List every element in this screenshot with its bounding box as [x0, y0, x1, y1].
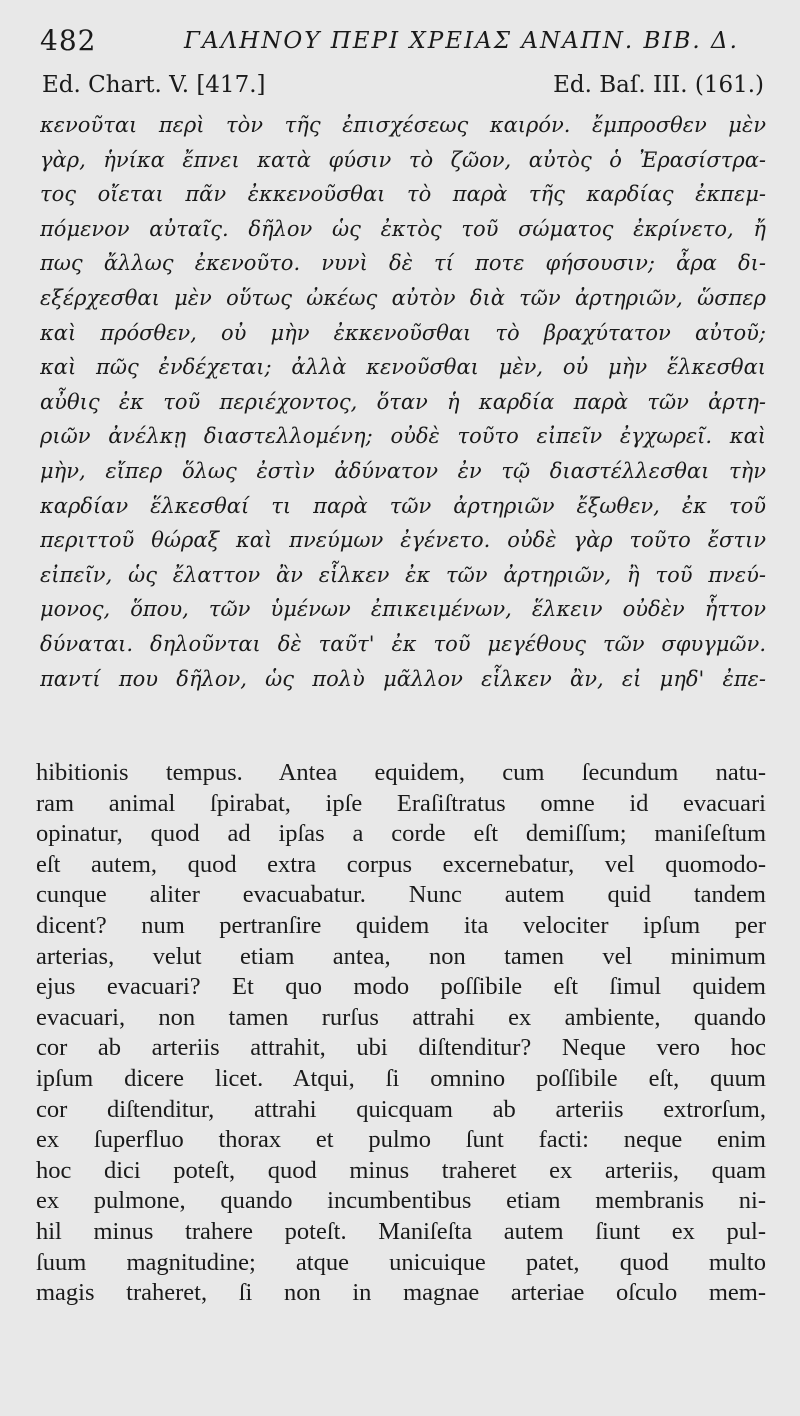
- latin-line: dicent? num pertranſire quidem ita velociter ipſum per: [36, 911, 766, 939]
- latin-line: ejus evacuari? Et quo modo poſſibile eſt ſimul quidem: [36, 973, 766, 1001]
- greek-line: πόμενον αὐταῖς. δῆλον ὡς ἐκτὸς τοῦ σώματος ἐκρίνετο, ἤ: [40, 216, 766, 241]
- latin-line: opinatur, quod ad ipſas a corde eſt demiſſum; maniſeſtum: [36, 820, 766, 848]
- latin-line: ex pulmone, quando incumbentibus etiam membranis ni-: [36, 1187, 766, 1215]
- greek-line: μὴν, εἴπερ ὅλως ἐστὶν ἀδύνατον ἐν τῷ διαστέλλεσθαι τὴν: [40, 458, 766, 483]
- greek-line: καὶ πῶς ἐνδέχεται; ἀλλὰ κενοῦσθαι μὲν, οὐ μὴν ἕλκεσθαι: [40, 355, 766, 380]
- greek-line: περιττοῦ θώραξ καὶ πνεύμων ἐγένετο. οὐδὲ γὰρ τοῦτο ἔστιν: [40, 528, 766, 553]
- running-title: ΓΑΛΗΝΟΥ ΠΕΡΙ ΧΡΕΙΑΣ ΑΝΑΠΝ. ΒΙΒ. Δ.: [184, 28, 739, 54]
- greek-line: ριῶν ἀνέλκῃ διαστελλομένη; οὐδὲ τοῦτο εἰπεῖν ἐγχωρεῖ. καὶ: [40, 424, 766, 449]
- latin-line: evacuari, non tamen rurſus attrahi ex ambiente, quando: [36, 1003, 766, 1031]
- greek-line: καὶ πρόσθεν, οὐ μὴν ἐκκενοῦσθαι τὸ βραχύτατον αὐτοῦ;: [40, 320, 766, 345]
- greek-line: παντί που δῆλον, ὡς πολὺ μᾶλλον εἷλκεν ἂν, εἰ μηδ' ἐπε-: [40, 666, 766, 691]
- greek-line: κενοῦται περὶ τὸν τῆς ἐπισχέσεως καιρόν. ἔμπροσθεν μὲν: [40, 113, 766, 137]
- greek-line: εξέρχεσθαι μὲν οὕτως ὠκέως αὐτὸν διὰ τῶν ἀρτηριῶν, ὥσπερ: [40, 285, 766, 310]
- latin-line: magis traheret, ſi non in magnae arteriae oſculo mem-: [36, 1279, 766, 1307]
- latin-line: ex ſuperfluo thorax et pulmo ſunt facti: neque enim: [36, 1126, 766, 1154]
- greek-line: αὖθις ἐκ τοῦ περιέχοντος, ὅταν ἡ καρδία παρὰ τῶν ἀρτη-: [40, 389, 766, 414]
- greek-line: δύναται. δηλοῦνται δὲ ταῦτ' ἐκ τοῦ μεγέθους τῶν σφυγμῶν.: [40, 631, 766, 656]
- greek-line: εἰπεῖν, ὡς ἔλαττον ἂν εἷλκεν ἐκ τῶν ἀρτηριῶν, ἢ τοῦ πνεύ-: [40, 562, 766, 587]
- greek-text-column: [40, 108, 766, 696]
- latin-line: hil minus trahere poteſt. Maniſeſta autem ſiunt ex pul-: [36, 1217, 766, 1245]
- greek-line: γὰρ, ἡνίκα ἔπνει κατὰ φύσιν τὸ ζῶον, αὐτὸς ὁ Ἐρασίστρα-: [40, 147, 766, 172]
- latin-line: ram animal ſpirabat, ipſe Eraſiſtratus omne id evacuari: [36, 789, 766, 817]
- latin-line: ſuum magnitudine; atque unicuique patet, quod multo: [36, 1248, 766, 1276]
- latin-line: cor diſtenditur, attrahi quicquam ab arteriis extrorſum,: [36, 1095, 766, 1123]
- greek-line: πως ἄλλως ἐκενοῦτο. νυνὶ δὲ τί ποτε φήσουσιν; ἆρα δι-: [40, 251, 766, 276]
- greek-line: καρδίαν ἕλκεσθαί τι παρὰ τῶν ἀρτηριῶν ἔξωθεν, ἐκ τοῦ: [40, 493, 766, 518]
- running-head: [38, 22, 778, 72]
- page-number: 482: [40, 24, 97, 57]
- latin-line: hoc dici poteſt, quod minus traheret ex arteriis, quam: [36, 1156, 766, 1184]
- latin-line: arterias, velut etiam antea, non tamen vel minimum: [36, 942, 766, 970]
- greek-line: τος οἴεται πᾶν ἐκκενοῦσθαι τὸ παρὰ τῆς καρδίας ἐκπεμ-: [40, 182, 766, 207]
- latin-line: eſt autem, quod extra corpus excernebatur, vel quomodo-: [36, 850, 766, 878]
- latin-line: cor ab arteriis attrahit, ubi diſtenditur? Neque vero hoc: [36, 1034, 766, 1062]
- edition-reference-chartier: Ed. Chart. V. [417.]: [42, 72, 266, 98]
- edition-references: [42, 72, 770, 112]
- latin-line: hibitionis tempus. Antea equidem, cum ſecundum natu-: [36, 759, 766, 786]
- edition-reference-basel: Ed. Baſ. III. (161.): [553, 72, 764, 98]
- latin-line: cunque aliter evacuabatur. Nunc autem quid tandem: [36, 881, 766, 909]
- latin-line: ipſum dicere licet. Atqui, ſi omnino poſſibile eſt, quum: [36, 1064, 766, 1092]
- latin-translation-column: [36, 758, 766, 1309]
- greek-line: μονος, ὅπου, τῶν ὑμένων ἐπικειμένων, ἕλκειν οὐδὲν ἧττον: [40, 597, 766, 622]
